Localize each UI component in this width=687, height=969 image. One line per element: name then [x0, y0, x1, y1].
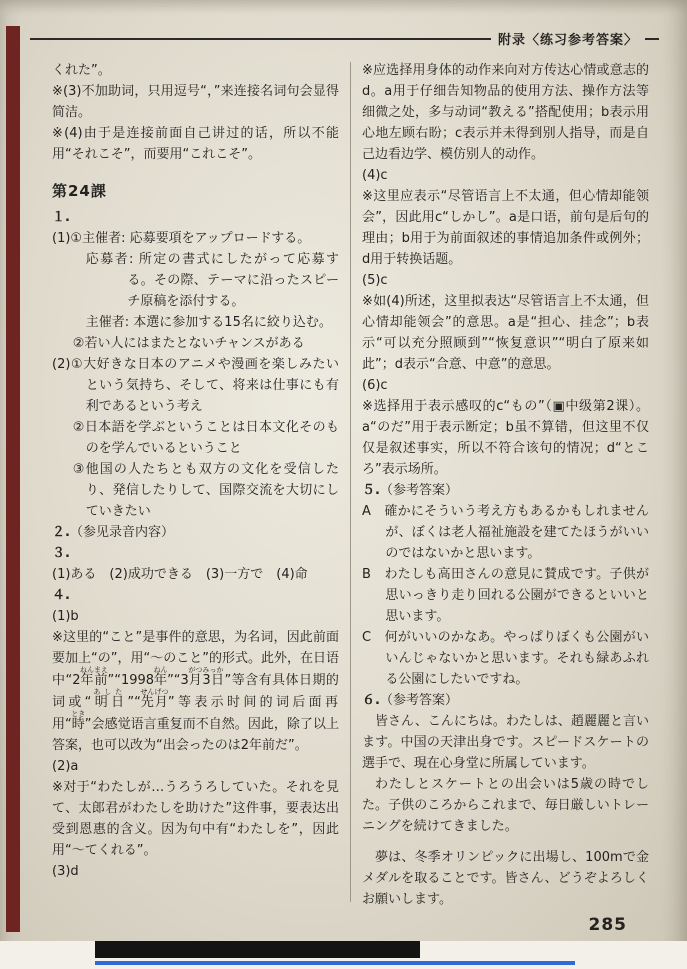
text-run: ”“ — [127, 695, 141, 710]
text-run: ”会感觉语言重复而不自然。因此，除了以上答案，也可以改为“出会ったのは2年前だ”。 — [52, 717, 339, 753]
text-run: (2)a — [52, 759, 79, 774]
paragraph — [52, 459, 339, 522]
text-run: 年前ねんまえ — [79, 666, 108, 688]
text-run: ”等表示时间的词后面再用“ — [52, 695, 338, 732]
text-run: くれた”。 — [52, 63, 111, 78]
paragraph — [52, 354, 339, 417]
left-column — [52, 60, 339, 908]
text-run: (1)①主催者: 応募要項をアップロードする。 — [52, 231, 311, 246]
paragraph — [362, 60, 649, 165]
paragraph — [362, 186, 649, 270]
text-run: 応募者: 所定の書式にしたがって応募する。その際、テーマに沿ったスピーチ原稿を添付する。 — [85, 252, 339, 309]
text-run: ”“3 — [167, 673, 189, 688]
text-run: (5)c — [362, 273, 388, 288]
text-run: C 何がいいのかなあ。やっぱりぼくも公園がいいんじゃないかと思います。それも緑あふれる公園にしたいですね。 — [362, 630, 649, 687]
text-run: 皆さん、こんにちは。わたしは、趙麗麗と言います。中国の天津出身です。スピードスケートの選手で、現在心身堂に所属しています。 — [362, 714, 649, 771]
text-run: 夢は、冬季オリンピックに出場し、100mで金メダルを取ることです。皆さん、どうぞよろしくお願いします。 — [362, 850, 649, 907]
text-run: (6)c — [362, 378, 388, 393]
paragraph — [52, 543, 339, 564]
text-run: ”“1998 — [107, 673, 155, 688]
paragraph — [362, 690, 649, 711]
appendix-title: 附录〈练习参考答案〉 — [497, 33, 638, 48]
spine-bar — [6, 26, 20, 932]
text-run: ※选择用于表示感叹的c“もの”（ — [362, 399, 553, 414]
paragraph — [52, 249, 339, 312]
paragraph — [362, 711, 649, 774]
text-run: (1)b — [52, 609, 79, 624]
text-run: （参考答案） — [379, 693, 458, 708]
text-run: (3)d — [52, 864, 79, 879]
paragraph — [52, 333, 339, 354]
text-run: ③他国の人たちとも双方の文化を受信したり、発信したりして、国際交流を大切にしていきたい — [72, 462, 339, 519]
text-run: ２. — [52, 525, 70, 540]
paragraph — [362, 774, 649, 837]
paragraph — [52, 627, 339, 756]
paragraph — [52, 123, 339, 165]
paragraph — [362, 270, 649, 291]
text-run: ②若い人にはまたとないチャンスがある — [72, 336, 305, 351]
text-run: ※如(4)所述，这里拟表达“尽管语言上不太通，但心情却能领会”的意思。a是“担心、挂念”；b表示“可以充分照顾到”“恢复意识”“明白了原来如此”；d表示“合意、中意”的意思。 — [362, 294, 649, 372]
paragraph — [362, 501, 649, 564]
paragraph — [52, 181, 339, 202]
paragraph — [52, 207, 339, 228]
paragraph — [362, 165, 649, 186]
paragraph — [52, 606, 339, 627]
text-run: ※对于“わたしが…うろうろしていた。それを見て、太郎君がわたしを助けた”这件事，要表达出受到恩惠的含义。因为句中有“わたしを”，因此用“～てくれる”。 — [52, 780, 339, 858]
bottom-blue-line — [95, 961, 575, 965]
text-run: 主催者: 本選に参加する15名に絞り込む。 — [85, 315, 332, 330]
paragraph — [52, 522, 339, 543]
text-run: (2)①大好きな日本のアニメや漫画を楽しみたいという気持ち、そして、将来は仕事にも有利であるという考え — [52, 357, 339, 414]
paragraph — [52, 312, 339, 333]
text-run: A 確かにそういう考え方もあるかもしれませんが、ぼくは老人福祉施設を建てたほうがいいのではないかと思います。 — [362, 504, 649, 561]
text-run: 第24課 — [52, 182, 107, 200]
text-run: ※(4)由于是连接前面自己讲过的话，所以不能用“それこそ”，而要用“これこそ”。 — [52, 126, 339, 162]
text-run: ４. — [52, 588, 70, 603]
text-run: ５. — [362, 483, 380, 498]
text-run: ６. — [362, 693, 380, 708]
text-run: ②日本語を学ぶということは日本文化そのものを学んでいるということ — [72, 420, 339, 456]
paragraph — [362, 291, 649, 375]
text-run: 明日あした — [91, 688, 128, 710]
text-run: ※这里的“こと”是事件的意思，为名词，因此前面要加上“の”，用“～のこと”的形式。此外，在日语中“2 — [52, 630, 339, 688]
paragraph — [52, 777, 339, 861]
text-run: ”等含有具体日期的词或“ — [52, 673, 339, 710]
text-run: わたしとスケートとの出会いは5歳の時でした。子供のころからこれまで、毎日厳しいトレーニングを続けてきました。 — [362, 777, 649, 834]
text-run: ※这里应表示“尽管语言上不太通，但心情却能领会”，因此用c“しかし”。a是口语，前句是后句的理由；b用于为前面叙述的事情追加条件或例外；d用于转换话题。 — [362, 189, 649, 267]
bottom-black-bar — [95, 941, 420, 958]
paragraph — [52, 585, 339, 606]
right-column — [362, 60, 649, 908]
text-run: 月がつ — [188, 666, 203, 688]
paragraph — [52, 60, 339, 81]
text-run: 時とき — [71, 710, 86, 732]
text-run: ※(3)不加助词，只用逗号“，”来连接名词句会显得简洁。 — [52, 84, 339, 120]
page-content — [52, 60, 651, 908]
text-run: １. — [52, 210, 70, 225]
page-header — [30, 29, 659, 48]
text-run: B わたしも高田さんの意見に賛成です。子供が思いっきり走り回れる公園ができるといいと思います。 — [362, 567, 649, 624]
book-icon: ▣ — [552, 399, 565, 414]
paragraph — [52, 228, 339, 249]
text-run: (1)ある (2)成功できる (3)一方で (4)命 — [52, 567, 308, 582]
page-number: 285 — [588, 915, 627, 935]
text-run: (4)c — [362, 168, 388, 183]
paragraph — [52, 756, 339, 777]
text-run: 先月せんげつ — [140, 688, 169, 710]
text-run: 中级第2课）。a“のだ”用于表示断定；b虽不算错，但这里不仅仅是叙述事实，所以不符合该句的情况；d“ところ”表示场所。 — [362, 399, 649, 477]
paragraph — [362, 480, 649, 501]
text-run: ※应选择用身体的动作来向对方传达心情或意志的d。a用于仔细告知物品的使用方法、操作方法等细微之处，多与动词“教える”搭配使用；b表示用心地左顾右盼；c表示并未得到别人指导，而是自己边看边学、模仿别人的动作。 — [362, 63, 649, 162]
paragraph — [362, 396, 649, 480]
paragraph — [52, 861, 339, 882]
column-divider — [350, 62, 351, 902]
header-rule — [30, 38, 491, 40]
text-run: （参见录音内容） — [69, 525, 174, 540]
paragraph — [52, 417, 339, 459]
header-rule-short — [645, 38, 659, 40]
text-run: ３. — [52, 546, 70, 561]
paragraph — [52, 564, 339, 585]
paragraph — [362, 375, 649, 396]
text-run: 年ねん — [153, 666, 168, 688]
paragraph — [362, 627, 649, 690]
text-run: 3日みっか — [202, 666, 225, 688]
paragraph — [362, 564, 649, 627]
text-run: （参考答案） — [379, 483, 458, 498]
paragraph — [362, 847, 649, 908]
paragraph — [52, 81, 339, 123]
